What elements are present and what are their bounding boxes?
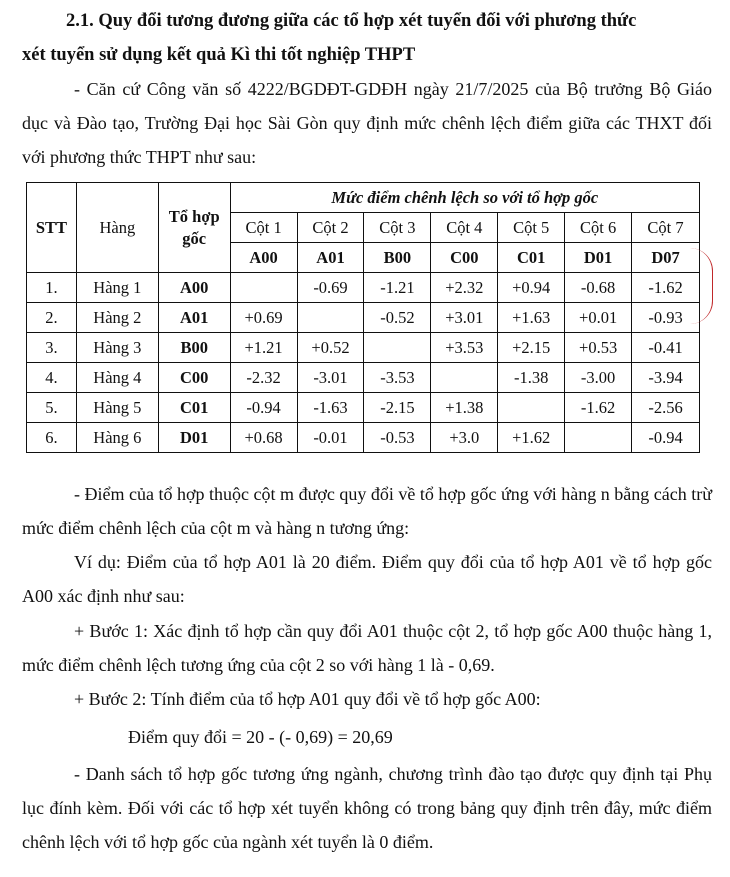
column-name-4: Cột 4: [431, 213, 498, 243]
column-name-7: Cột 7: [632, 213, 700, 243]
row-to-hop-goc: A01: [158, 303, 230, 333]
table-cell: +3.01: [431, 303, 498, 333]
header-group: Mức điểm chênh lệch so với tổ hợp gốc: [230, 183, 699, 213]
row-stt: 3.: [27, 333, 77, 363]
table-cell: +2.15: [498, 333, 565, 363]
column-code-1: A00: [230, 243, 297, 273]
table-cell: [431, 363, 498, 393]
header-hang: Hàng: [76, 183, 158, 273]
header-stt: STT: [27, 183, 77, 273]
table-body: [27, 273, 700, 453]
table-row: [27, 273, 700, 303]
table-cell: -1.62: [565, 393, 632, 423]
table-cell: -2.15: [364, 393, 431, 423]
table-row: [27, 333, 700, 363]
table-cell: -3.53: [364, 363, 431, 393]
red-bracket-mark: [690, 248, 713, 324]
table-cell: [364, 333, 431, 363]
table-cell: +0.94: [498, 273, 565, 303]
table-row: [27, 423, 700, 453]
row-to-hop-goc: D01: [158, 423, 230, 453]
row-stt: 6.: [27, 423, 77, 453]
table-cell: -0.93: [632, 303, 700, 333]
table-cell: +0.52: [297, 333, 364, 363]
table-cell: -3.01: [297, 363, 364, 393]
calculation-line: Điểm quy đổi = 20 - (- 0,69) = 20,69: [128, 727, 393, 747]
table-cell: +0.68: [230, 423, 297, 453]
table-cell: -0.01: [297, 423, 364, 453]
row-stt: 5.: [27, 393, 77, 423]
table-cell: -1.21: [364, 273, 431, 303]
header-to-hop-goc: Tổ hợp gốc: [158, 183, 230, 273]
table-cell: -0.41: [632, 333, 700, 363]
table-row: [27, 303, 700, 333]
intro-paragraph: - Căn cứ Công văn số 4222/BGDĐT-GDĐH ngày 21/7/2025 của Bộ trưởng Bộ Giáo dục và Đào tạo, Trường Đại học Sài Gòn quy định mức chênh lệch điểm giữa các THXT đối với phương thức THPT như sau:: [22, 79, 712, 167]
row-to-hop-goc: A00: [158, 273, 230, 303]
row-hang: Hàng 4: [76, 363, 158, 393]
column-code-6: D01: [565, 243, 632, 273]
table-cell: +0.01: [565, 303, 632, 333]
row-stt: 4.: [27, 363, 77, 393]
row-to-hop-goc: C00: [158, 363, 230, 393]
table-cell: [498, 393, 565, 423]
table-cell: +1.63: [498, 303, 565, 333]
column-name-2: Cột 2: [297, 213, 364, 243]
row-hang: Hàng 5: [76, 393, 158, 423]
row-hang: Hàng 6: [76, 423, 158, 453]
step1-paragraph: + Bước 1: Xác định tổ hợp cần quy đổi A01 thuộc cột 2, tổ hợp gốc A00 thuộc hàng 1, mức điểm chênh lệch tương ứng của cột 2 so với hàng 1 là - 0,69.: [22, 621, 712, 675]
row-stt: 1.: [27, 273, 77, 303]
table-cell: -3.94: [632, 363, 700, 393]
table-cell: [565, 423, 632, 453]
row-hang: Hàng 1: [76, 273, 158, 303]
column-code-4: C00: [431, 243, 498, 273]
table-cell: +2.32: [431, 273, 498, 303]
table-cell: +1.21: [230, 333, 297, 363]
table-cell: -0.94: [632, 423, 700, 453]
table-cell: +0.53: [565, 333, 632, 363]
row-hang: Hàng 3: [76, 333, 158, 363]
table-cell: -1.38: [498, 363, 565, 393]
table-row: [27, 363, 700, 393]
table-cell: -1.63: [297, 393, 364, 423]
row-stt: 2.: [27, 303, 77, 333]
table-cell: -2.32: [230, 363, 297, 393]
row-to-hop-goc: C01: [158, 393, 230, 423]
table-row: [27, 393, 700, 423]
table-cell: [297, 303, 364, 333]
table-cell: -0.69: [297, 273, 364, 303]
column-name-3: Cột 3: [364, 213, 431, 243]
table-cell: -1.62: [632, 273, 700, 303]
column-code-7: D07: [632, 243, 700, 273]
table-cell: -0.53: [364, 423, 431, 453]
step2-paragraph: + Bước 2: Tính điểm của tổ hợp A01 quy đổi về tổ hợp gốc A00:: [74, 689, 541, 709]
column-code-3: B00: [364, 243, 431, 273]
table-cell: -2.56: [632, 393, 700, 423]
example-paragraph: Ví dụ: Điểm của tổ hợp A01 là 20 điểm. Điểm quy đổi của tổ hợp A01 về tổ hợp gốc A00 xác định như sau:: [22, 552, 712, 606]
column-name-6: Cột 6: [565, 213, 632, 243]
table-cell: +3.0: [431, 423, 498, 453]
heading-line-1: 2.1. Quy đổi tương đương giữa các tổ hợp xét tuyển đối với phương thức: [66, 11, 637, 31]
column-code-5: C01: [498, 243, 565, 273]
row-to-hop-goc: B00: [158, 333, 230, 363]
table-cell: -0.94: [230, 393, 297, 423]
table-cell: +1.62: [498, 423, 565, 453]
section-heading: [22, 4, 712, 72]
list-paragraph: - Danh sách tổ hợp gốc tương ứng ngành, chương trình đào tạo được quy định tại Phụ lục đính kèm. Đối với các tổ hợp xét tuyển không có trong bảng quy định trên đây, mức điểm chênh lệch với tổ hợp gốc của ngành xét tuyển là 0 điểm.: [22, 764, 712, 852]
heading-line-2: xét tuyển sử dụng kết quả Kì thi tốt nghiệp THPT: [22, 45, 416, 65]
table-cell: +1.38: [431, 393, 498, 423]
row-hang: Hàng 2: [76, 303, 158, 333]
rule-paragraph: - Điểm của tổ hợp thuộc cột m được quy đổi về tổ hợp gốc ứng với hàng n bằng cách trừ mức điểm chênh lệch của cột m và hàng n tương ứng:: [22, 484, 712, 538]
table-cell: [230, 273, 297, 303]
table-cell: -0.68: [565, 273, 632, 303]
column-code-2: A01: [297, 243, 364, 273]
column-name-1: Cột 1: [230, 213, 297, 243]
table-cell: -3.00: [565, 363, 632, 393]
table-cell: +3.53: [431, 333, 498, 363]
table-cell: +0.69: [230, 303, 297, 333]
column-name-5: Cột 5: [498, 213, 565, 243]
table-cell: -0.52: [364, 303, 431, 333]
score-difference-table: [26, 182, 700, 453]
